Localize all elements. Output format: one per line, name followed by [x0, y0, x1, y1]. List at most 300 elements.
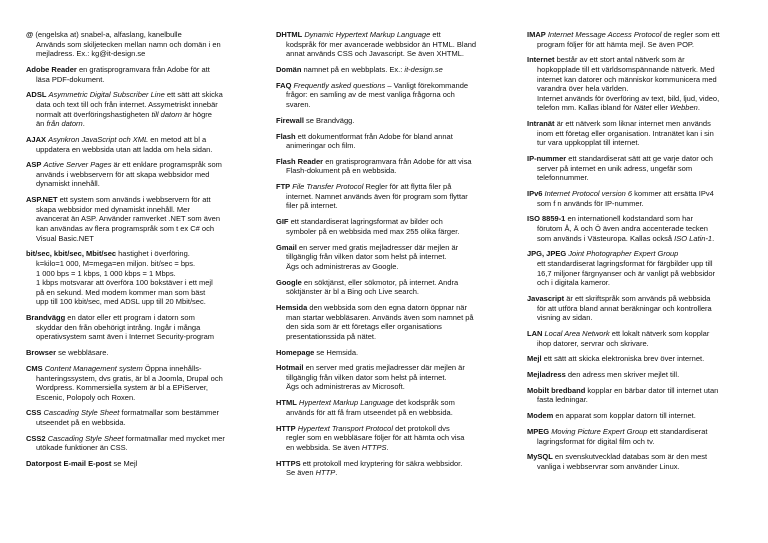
- definition-text: formatmallar som bestämmer: [119, 408, 220, 418]
- entry-line-first: [527, 427, 768, 437]
- definition-text: en metod att bl a: [148, 134, 207, 144]
- definition-text: utseendet på en webbsida.: [36, 418, 126, 428]
- entry-line-first: [26, 135, 268, 145]
- term-expansion: Hypertext Markup Language: [298, 398, 394, 408]
- definition-text: utökade funktioner än CSS.: [36, 443, 128, 453]
- definition-text: ihop datorer, servrar och skrivare.: [537, 338, 649, 348]
- glossary-entry: [276, 217, 518, 236]
- definition-text: operativsystem samt även i Internet Security-program: [36, 332, 214, 342]
- glossary-entry: [527, 294, 768, 323]
- term-expansion: Cascading Style Sheet: [43, 408, 120, 418]
- term-expansion: Asynkron JavaScript och XML: [48, 134, 149, 144]
- entry-line-first: [26, 249, 268, 259]
- entry-line-continuation: [276, 49, 518, 59]
- entry-line-continuation: [26, 323, 268, 333]
- term-expansion: Internet Message Access Protocol: [547, 30, 662, 39]
- entry-line-first: [276, 81, 518, 91]
- definition-text: Wordpress. Kommersiella system är bl a EPiServer,: [36, 383, 208, 393]
- definition-text: används i webbservern för att skapa webbsidor med: [36, 169, 210, 179]
- term: FAQ: [276, 80, 292, 90]
- entry-line-first: [527, 452, 768, 462]
- term-expansion: från datorn: [46, 119, 83, 129]
- entry-line-first: [26, 65, 268, 75]
- definition-text: formatmallar med mycket mer: [123, 433, 225, 443]
- term-expansion: Webben: [670, 103, 698, 113]
- entry-line-continuation: [276, 373, 518, 383]
- glossary-entry: [527, 411, 768, 421]
- definition-text: .: [712, 233, 715, 243]
- definition-text: skyddar den från obehörigt intrång. Ingår i många: [36, 322, 201, 332]
- entry-line-first: [276, 182, 518, 192]
- definition-text: Öppna innehålls-: [142, 363, 202, 373]
- entry-line-continuation: [26, 49, 268, 59]
- glossary-entry: [527, 214, 768, 243]
- definition-text: söktjänster är bl a Bing och Live search.: [286, 287, 419, 297]
- definition-text: telefonnummer.: [537, 173, 589, 183]
- entry-line-first: [276, 243, 518, 253]
- entry-line-first: [527, 294, 768, 304]
- entry-line-first: [26, 160, 268, 170]
- entry-line-continuation: [26, 234, 268, 244]
- definition-text: en internationell kodstandard som har: [565, 214, 693, 224]
- entry-line-first: [276, 424, 518, 434]
- entry-line-continuation: [527, 199, 768, 209]
- definition-text: en söktjänst, eller sökmotor, på internet. Andra: [301, 277, 459, 287]
- glossary-entry: [527, 119, 768, 148]
- term: Domän: [276, 64, 302, 74]
- entry-line-first: [26, 459, 268, 469]
- entry-line-first: [527, 354, 768, 364]
- entry-line-continuation: [527, 164, 768, 174]
- entry-line-continuation: [276, 382, 518, 392]
- definition-text: ett sätt att skicka elektroniska brev över internet.: [541, 354, 705, 364]
- definition-text: namnet på en webbplats. Ex.:: [301, 64, 405, 74]
- entry-line-continuation: [527, 278, 768, 288]
- definition-text: .: [697, 103, 700, 113]
- term: ASP: [26, 160, 42, 170]
- definition-text: varandra över hela världen.: [537, 84, 629, 94]
- entry-line-first: [26, 195, 268, 205]
- glossary-entry: [276, 348, 518, 358]
- term: Internet: [527, 55, 555, 65]
- definition-text: kan användas av flera programspråk som t ex C# och: [36, 224, 215, 234]
- entry-line-continuation: [26, 214, 268, 224]
- entry-line-continuation: [527, 129, 768, 139]
- definition-text: se Mejl: [111, 459, 138, 469]
- term-expansion: Dynamic Hypertext Markup Language: [304, 30, 431, 39]
- entry-line-continuation: [527, 462, 768, 472]
- definition-text: används för att få fram utseendet på en webbsida.: [286, 407, 453, 417]
- term: Flash Reader: [276, 156, 324, 166]
- entry-line-continuation: [276, 313, 518, 323]
- entry-line-continuation: [276, 192, 518, 202]
- definition-text: regler som en webbläsare följer för att hämta och visa: [286, 433, 465, 443]
- definition-text: ett standardiserat: [647, 427, 708, 437]
- definition-text: (engelska at) snabel-a, alfaslang, kanelbulle: [33, 30, 182, 39]
- glossary-entry: [26, 249, 268, 307]
- term: HTTPS: [276, 458, 301, 468]
- term: HTML: [276, 398, 297, 408]
- definition-text: den webbsida som den egna datorn öppnar när: [307, 302, 467, 312]
- term-expansion: Moving Picture Expert Group: [551, 427, 648, 437]
- definition-text: en gratisprogramvara från Adobe för att: [76, 64, 210, 74]
- definition-text: ett dokumentformat från Adobe för bland annat: [295, 131, 453, 141]
- term: ISO 8859-1: [527, 214, 566, 224]
- definition-text: inom ett företag eller organisation. Intranätet kan i sin: [537, 128, 714, 138]
- definition-text: server på internet en unik adress, ungefär som: [537, 163, 693, 173]
- entry-line-continuation: [26, 40, 268, 50]
- definition-text: en dator eller ett program i datorn som: [65, 313, 195, 323]
- entry-line-continuation: [276, 227, 518, 237]
- glossary-entry: [26, 90, 268, 128]
- term: GIF: [276, 217, 289, 227]
- entry-line-first: [527, 249, 768, 259]
- entry-line-continuation: [527, 40, 768, 50]
- entry-line-continuation: [527, 94, 768, 104]
- glossary-entry: [527, 370, 768, 380]
- definition-text: kodspråk för mer avancerade webbsidor än HTML. Bland: [286, 39, 477, 49]
- definition-text: läsa PDF-dokument.: [36, 74, 105, 84]
- entry-line-continuation: [527, 269, 768, 279]
- glossary-entry: [276, 459, 518, 478]
- entry-line-continuation: [527, 103, 768, 113]
- term-expansion: Asymmetric Digital Subscriber Line: [48, 90, 165, 100]
- glossary-column-1: [26, 30, 268, 475]
- entry-line-continuation: [527, 173, 768, 183]
- entry-line-continuation: [527, 65, 768, 75]
- definition-text: ett protokoll med kryptering för säkra webbsidor.: [300, 458, 463, 468]
- entry-line-first: [527, 30, 768, 40]
- definition-text: Flash-dokument på en webbsida.: [286, 166, 397, 176]
- entry-line-continuation: [276, 100, 518, 110]
- term: ADSL: [26, 90, 47, 100]
- entry-line-first: [527, 55, 768, 65]
- entry-line-continuation: [276, 141, 518, 151]
- entry-line-continuation: [276, 90, 518, 100]
- definition-text: är ett skriftspråk som används på webbsida: [564, 293, 711, 303]
- entry-line-continuation: [26, 297, 268, 307]
- term: Mejl: [527, 354, 542, 364]
- definition-text: ett standardiserat lagringsformat för färgbilder upp till: [537, 259, 713, 268]
- definition-text: fasta ledningar.: [537, 395, 588, 405]
- term: CMS: [26, 363, 43, 373]
- entry-line-first: [276, 116, 518, 126]
- term-expansion: till datorn: [151, 109, 182, 119]
- definition-text: en server med gratis mejladresser där mejlen är: [303, 363, 465, 373]
- entry-line-first: [527, 329, 768, 339]
- entry-line-first: [26, 348, 268, 358]
- entry-line-continuation: [26, 145, 268, 155]
- definition-text: symboler på en webbsida med max 255 olika färger.: [286, 226, 460, 236]
- term: Hemsida: [276, 302, 308, 312]
- entry-line-first: [26, 90, 268, 100]
- definition-text: ett sätt att skicka: [164, 90, 223, 100]
- glossary-entry: [26, 313, 268, 342]
- definition-text: visning av sidan.: [537, 313, 593, 323]
- entry-line-continuation: [26, 269, 268, 279]
- entry-line-first: [276, 65, 518, 75]
- definition-text: uppdatera en webbsida utan att ladda om hela sidan.: [36, 144, 213, 154]
- term-expansion: Frequently asked questions: [293, 80, 386, 90]
- term: Firewall: [276, 115, 304, 125]
- entry-line-continuation: [527, 234, 768, 244]
- entry-line-continuation: [26, 443, 268, 453]
- entry-line-first: [527, 386, 768, 396]
- definition-text: Internet används för överföring av text, bild, ljud, video,: [537, 93, 720, 103]
- glossary-entry: [276, 303, 518, 341]
- entry-line-continuation: [527, 304, 768, 314]
- term-expansion: HTTP: [315, 468, 336, 478]
- term: Mejladress: [527, 370, 566, 380]
- definition-text: Regler för att flytta filer på: [363, 182, 452, 192]
- term: Intranät: [527, 119, 555, 129]
- definition-text: den adress men skriver mejlet till.: [565, 370, 680, 380]
- definition-text: skapa webbsidor med dynamiskt innehåll. Mer: [36, 204, 190, 214]
- glossary-entry: [276, 30, 518, 59]
- term: Modem: [527, 411, 554, 421]
- definition-text: är högre: [181, 109, 212, 119]
- definition-text: animeringar och film.: [286, 141, 356, 151]
- glossary-entry: [26, 65, 268, 84]
- entry-line-continuation: [527, 437, 768, 447]
- definition-text: som används i Västeuropa. Kallas också: [537, 233, 675, 243]
- definition-text: se webbläsare.: [56, 348, 109, 358]
- entry-line-first: [276, 132, 518, 142]
- entry-line-first: [26, 313, 268, 323]
- term: Browser: [26, 348, 57, 358]
- definition-text: och i digitala kameror.: [537, 278, 610, 288]
- entry-line-continuation: [276, 252, 518, 262]
- glossary-entry: [276, 363, 518, 392]
- entry-line-continuation: [276, 468, 518, 478]
- definition-text: – Vanligt förekommande: [385, 80, 469, 90]
- glossary-column-3: [527, 30, 768, 478]
- definition-text: se Hemsida.: [314, 347, 359, 357]
- definition-text: 16,7 miljoner färgnyanser och är vanligt på webbsidor: [537, 268, 716, 278]
- entry-line-first: [527, 154, 768, 164]
- term: CSS2: [26, 433, 46, 443]
- glossary-entry: [276, 182, 518, 211]
- definition-text: Ägs och administreras av Google.: [286, 261, 399, 271]
- definition-text: eller: [651, 103, 670, 113]
- entry-line-continuation: [276, 443, 518, 453]
- entry-line-first: [527, 189, 768, 199]
- entry-line-continuation: [26, 418, 268, 428]
- glossary-entry: [276, 116, 518, 126]
- definition-text: internet kan datorer och människor kommunicera med: [537, 74, 717, 84]
- entry-line-continuation: [26, 179, 268, 189]
- entry-line-continuation: [527, 224, 768, 234]
- definition-text: program följer för att hämta mejl. Se även POP.: [537, 39, 695, 49]
- glossary-entry: [527, 154, 768, 183]
- definition-text: se Brandvägg.: [303, 115, 355, 125]
- term-expansion: Cascading Style Sheet: [47, 433, 124, 443]
- definition-text: för att utföra bland annat beräkningar och kontrollera: [537, 303, 712, 313]
- term-expansion: Hypertext Transport Protocol: [297, 423, 394, 433]
- term: DHTML: [276, 30, 303, 39]
- definition-text: ett: [430, 30, 441, 39]
- glossary-entry: [276, 132, 518, 151]
- glossary-entry: [527, 452, 768, 471]
- entry-line-continuation: [527, 339, 768, 349]
- glossary-entry: [527, 249, 768, 287]
- definition-text: upp till 100 kbit/sec, med ADSL upp till 20 Mbit/sec.: [36, 297, 206, 307]
- entry-line-continuation: [276, 40, 518, 50]
- entry-line-continuation: [276, 201, 518, 211]
- definition-text: är ett nätverk som liknar internet men används: [554, 119, 711, 129]
- term: CSS: [26, 408, 42, 418]
- term: IMAP: [527, 30, 546, 39]
- term: Datorpost E-mail E-post: [26, 459, 112, 469]
- glossary-entry: [276, 81, 518, 110]
- definition-text: en server med gratis mejladresser där mejlen är: [296, 242, 459, 252]
- entry-line-continuation: [26, 75, 268, 85]
- entry-line-continuation: [26, 278, 268, 288]
- definition-text: lagringsformat för digital film och tv.: [537, 436, 655, 446]
- entry-line-continuation: [26, 332, 268, 342]
- definition-text: mejladress. Ex.: kg@it-design.se: [36, 49, 146, 59]
- glossary-entry: [527, 427, 768, 446]
- term-expansion: Local Area Network: [544, 328, 610, 338]
- glossary-entry: [26, 195, 268, 243]
- definition-text: de regler som ett: [661, 30, 720, 39]
- definition-text: data och text till och från internet. Assymetriskt innebär: [36, 99, 218, 109]
- entry-line-continuation: [26, 110, 268, 120]
- term: Hotmail: [276, 363, 304, 373]
- definition-text: en webbsida. Se även: [286, 442, 362, 452]
- term: FTP: [276, 182, 291, 192]
- term: Homepage: [276, 347, 315, 357]
- definition-text: hanteringssystem, dvs gratis, är bl a Joomla, Drupal och: [36, 373, 223, 383]
- definition-text: ett system som används i webbservern för att: [57, 195, 211, 205]
- definition-text: telefon mm. Kallas ibland för: [537, 103, 634, 113]
- term: MPEG: [527, 427, 550, 437]
- glossary-entry: [527, 386, 768, 405]
- definition-text: Escenic, Polopoly och Roxen.: [36, 392, 136, 402]
- entry-line-continuation: [26, 119, 268, 129]
- entry-line-continuation: [276, 287, 518, 297]
- definition-text: Ägs och administreras av Microsoft.: [286, 382, 405, 392]
- definition-text: en svenskutvecklad databas som är den mest: [552, 452, 708, 462]
- term: Flash: [276, 131, 296, 141]
- term-expansion: Internet Protocol version 6: [544, 189, 633, 199]
- entry-line-continuation: [26, 259, 268, 269]
- term: AJAX: [26, 134, 47, 144]
- term: Google: [276, 277, 302, 287]
- definition-text: filer på internet.: [286, 201, 338, 211]
- entry-line-continuation: [26, 224, 268, 234]
- definition-text: den sida som är ett företags eller organisations: [286, 322, 442, 332]
- glossary-entry: [527, 55, 768, 113]
- entry-line-continuation: [527, 395, 768, 405]
- glossary-entry: [276, 278, 518, 297]
- entry-line-first: [276, 217, 518, 227]
- entry-line-first: [276, 398, 518, 408]
- term: Brandvägg: [26, 313, 66, 323]
- entry-line-first: [527, 119, 768, 129]
- entry-line-first: [276, 157, 518, 167]
- term: IPv6: [527, 189, 543, 199]
- term-expansion: Nätet: [633, 103, 652, 113]
- definition-text: avancerat än ASP. Använder ramverket .NET som även: [36, 214, 220, 224]
- term: MySQL: [527, 452, 553, 462]
- definition-text: förutom Å, Ä och Ö även andra accenterade tecken: [537, 224, 708, 234]
- glossary-entry: [527, 329, 768, 348]
- definition-text: presentationssida på nätet.: [286, 331, 377, 341]
- entry-line-continuation: [527, 259, 768, 269]
- definition-text: 1 000 bps = 1 kbps, 1 000 kbps = 1 Mbps.: [36, 268, 176, 278]
- glossary-entry: [26, 459, 268, 469]
- entry-line-first: [276, 363, 518, 373]
- definition-text: tillgänglig från vilken dator som helst på internet.: [286, 252, 447, 262]
- entry-line-first: [276, 278, 518, 288]
- definition-text: hopkopplade till ett världsomspännande nätverk. Med: [537, 64, 715, 74]
- term-expansion: it-design.se: [404, 64, 443, 74]
- definition-text: hastighet i överföring.: [116, 249, 190, 259]
- entry-line-first: [26, 434, 268, 444]
- definition-text: dynamiskt innehåll.: [36, 179, 100, 189]
- definition-text: kopplar en bärbar dator till internet utan: [585, 385, 719, 395]
- glossary-entry: [26, 408, 268, 427]
- definition-text: 1 kbps motsvarar att överföra 100 bokstäver i ett mejl: [36, 278, 213, 288]
- glossary-entry: [276, 398, 518, 417]
- entry-line-first: [527, 370, 768, 380]
- definition-text: Se även: [286, 468, 316, 478]
- glossary-entry: [276, 65, 518, 75]
- entry-line-first: [276, 30, 518, 40]
- definition-text: normalt att överföringshastigheten: [36, 109, 152, 119]
- definition-text: Visual Basic.NET: [36, 233, 94, 243]
- glossary-entry: [26, 135, 268, 154]
- entry-line-continuation: [276, 408, 518, 418]
- definition-text: tur vara uppkopplat till internet.: [537, 138, 640, 148]
- term-expansion: Joint Photographer Expert Group: [568, 249, 679, 259]
- definition-text: .: [335, 468, 338, 478]
- glossary-column-2: [276, 30, 518, 484]
- glossary-entry: [276, 157, 518, 176]
- definition-text: är ett enklare programspråk som: [111, 160, 222, 170]
- entry-line-continuation: [26, 170, 268, 180]
- glossary-entry: [527, 30, 768, 49]
- definition-text: k=kilo=1 000, M=mega=en miljon. bit/sec = bps.: [36, 259, 196, 268]
- entry-line-continuation: [26, 383, 268, 393]
- glossary-entry: [26, 30, 268, 59]
- entry-line-first: [276, 303, 518, 313]
- definition-text: kommer att ersätta IPv4: [632, 189, 714, 199]
- definition-text: svaren.: [286, 99, 311, 109]
- entry-line-first: [26, 408, 268, 418]
- definition-text: en apparat som kopplar datorn till internet.: [553, 411, 696, 421]
- definition-text: det protokoll dvs: [393, 423, 450, 433]
- term: @: [26, 30, 34, 39]
- glossary-entry: [26, 364, 268, 402]
- entry-line-first: [527, 411, 768, 421]
- term: HTTP: [276, 423, 296, 433]
- term: Adobe Reader: [26, 64, 77, 74]
- entry-line-continuation: [26, 374, 268, 384]
- entry-line-continuation: [276, 332, 518, 342]
- entry-line-continuation: [276, 322, 518, 332]
- definition-text: man startar webbläsaren. Används även som namnet på: [286, 312, 474, 322]
- entry-line-continuation: [26, 393, 268, 403]
- term: Mobilt bredband: [527, 385, 586, 395]
- term: bit/sec, kbit/sec, Mbit/sec: [26, 249, 117, 259]
- entry-line-continuation: [26, 288, 268, 298]
- term-expansion: Content Management system: [44, 363, 143, 373]
- entry-line-continuation: [527, 84, 768, 94]
- definition-text: internet. Namnet används även för program som flyttar: [286, 191, 468, 201]
- definition-text: på en sekund. Med modem kommer man som bäst: [36, 287, 206, 297]
